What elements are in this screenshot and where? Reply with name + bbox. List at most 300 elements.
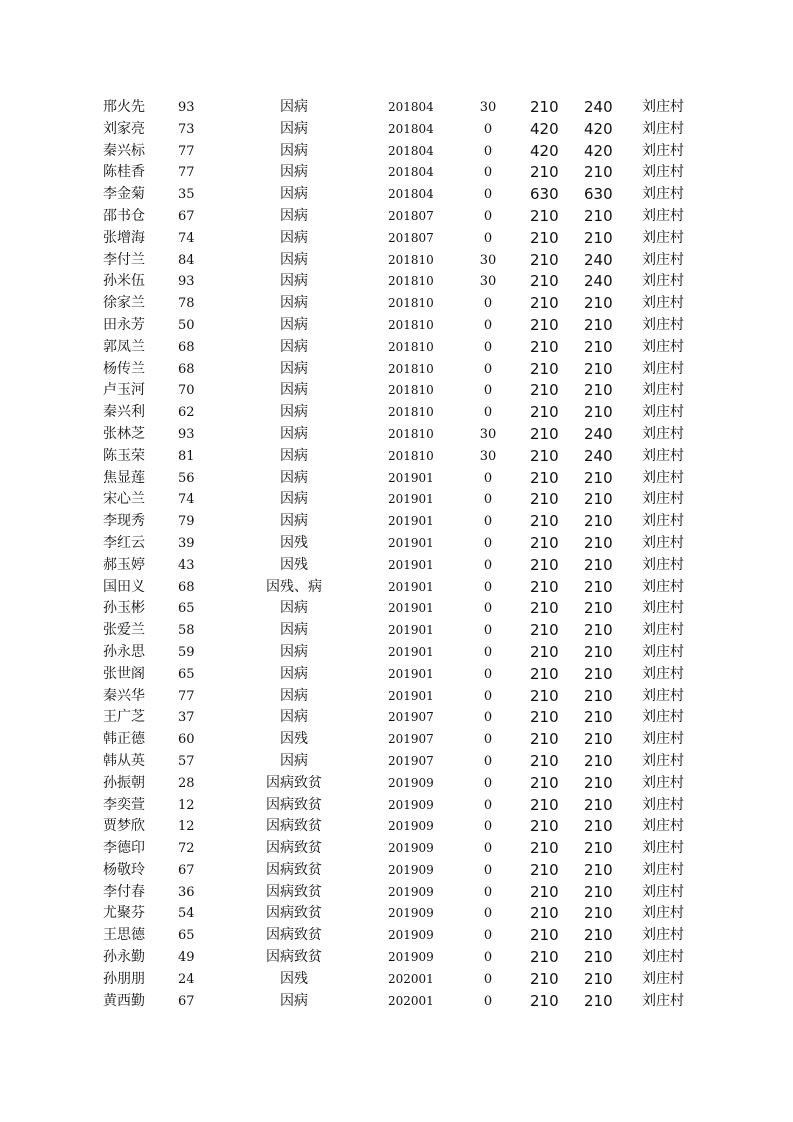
total-amount-cell: 240 [584, 446, 613, 465]
date-cell: 201909 [388, 819, 434, 834]
person-name: 张林芝 [103, 425, 145, 442]
records-table [0, 97, 793, 1012]
base-amount-cell: 210 [530, 337, 559, 356]
total-amount-cell: 210 [584, 163, 613, 182]
person-name: 孙玉彬 [103, 600, 145, 617]
table-row [0, 555, 793, 577]
extra-amount-cell: 0 [483, 165, 493, 181]
total-amount-cell: 210 [584, 599, 613, 618]
age-cell: 57 [178, 753, 195, 769]
village-cell: 刘庄村 [642, 491, 684, 508]
reason-cell: 因病致贫 [266, 861, 322, 878]
reason-cell: 因病致贫 [266, 883, 322, 900]
age-cell: 77 [178, 143, 195, 159]
extra-amount-cell: 30 [479, 274, 497, 290]
date-cell: 201909 [388, 928, 434, 943]
base-amount-cell: 210 [530, 686, 559, 705]
extra-amount-cell: 0 [483, 317, 493, 333]
village-cell: 刘庄村 [642, 273, 684, 290]
village-cell: 刘庄村 [642, 142, 684, 159]
reason-cell: 因病 [280, 382, 308, 399]
village-cell: 刘庄村 [642, 687, 684, 704]
person-name: 孙永思 [103, 643, 145, 660]
table-row [0, 598, 793, 620]
base-amount-cell: 210 [530, 163, 559, 182]
extra-amount-cell: 0 [483, 623, 493, 639]
person-name: 郝玉婷 [103, 556, 145, 573]
reason-cell: 因病 [280, 665, 308, 682]
date-cell: 201810 [388, 383, 434, 398]
base-amount-cell: 210 [530, 577, 559, 596]
extra-amount-cell: 0 [483, 644, 493, 660]
reason-cell: 因残 [280, 534, 308, 551]
age-cell: 54 [178, 906, 195, 922]
village-cell: 刘庄村 [642, 513, 684, 530]
extra-amount-cell: 0 [483, 361, 493, 377]
total-amount-cell: 420 [584, 141, 613, 160]
total-amount-cell: 420 [584, 119, 613, 138]
village-cell: 刘庄村 [642, 120, 684, 137]
table-row [0, 380, 793, 402]
age-cell: 60 [178, 732, 195, 748]
base-amount-cell: 210 [530, 839, 559, 858]
age-cell: 36 [178, 884, 195, 900]
village-cell: 刘庄村 [642, 295, 684, 312]
reason-cell: 因残 [280, 556, 308, 573]
reason-cell: 因病 [280, 752, 308, 769]
age-cell: 50 [178, 317, 195, 333]
village-cell: 刘庄村 [642, 600, 684, 617]
extra-amount-cell: 0 [483, 230, 493, 246]
village-cell: 刘庄村 [642, 731, 684, 748]
age-cell: 81 [178, 448, 195, 464]
reason-cell: 因病 [280, 251, 308, 268]
extra-amount-cell: 0 [483, 819, 493, 835]
table-row [0, 991, 793, 1013]
total-amount-cell: 210 [584, 359, 613, 378]
total-amount-cell: 210 [584, 730, 613, 749]
total-amount-cell: 210 [584, 206, 613, 225]
table-row [0, 511, 793, 533]
person-name: 李红云 [103, 534, 145, 551]
base-amount-cell: 210 [530, 446, 559, 465]
village-cell: 刘庄村 [642, 970, 684, 987]
person-name: 张世阁 [103, 665, 145, 682]
table-row [0, 446, 793, 468]
person-name: 王广芝 [103, 709, 145, 726]
village-cell: 刘庄村 [642, 207, 684, 224]
reason-cell: 因病 [280, 229, 308, 246]
base-amount-cell: 210 [530, 730, 559, 749]
village-cell: 刘庄村 [642, 643, 684, 660]
table-row [0, 162, 793, 184]
village-cell: 刘庄村 [642, 709, 684, 726]
person-name: 李奕萱 [103, 796, 145, 813]
village-cell: 刘庄村 [642, 752, 684, 769]
village-cell: 刘庄村 [642, 949, 684, 966]
date-cell: 201909 [388, 906, 434, 921]
table-row [0, 533, 793, 555]
age-cell: 70 [178, 383, 195, 399]
date-cell: 201901 [388, 666, 434, 681]
age-cell: 65 [178, 928, 195, 944]
date-cell: 201804 [388, 165, 434, 180]
reason-cell: 因病 [280, 622, 308, 639]
village-cell: 刘庄村 [642, 883, 684, 900]
base-amount-cell: 210 [530, 948, 559, 967]
person-name: 国田义 [103, 578, 145, 595]
age-cell: 67 [178, 862, 195, 878]
table-row [0, 119, 793, 141]
total-amount-cell: 210 [584, 860, 613, 879]
table-row [0, 751, 793, 773]
base-amount-cell: 210 [530, 860, 559, 879]
date-cell: 201810 [388, 339, 434, 354]
extra-amount-cell: 0 [483, 666, 493, 682]
village-cell: 刘庄村 [642, 905, 684, 922]
age-cell: 67 [178, 993, 195, 1009]
reason-cell: 因病 [280, 469, 308, 486]
reason-cell: 因病 [280, 600, 308, 617]
village-cell: 刘庄村 [642, 774, 684, 791]
table-row [0, 795, 793, 817]
date-cell: 201909 [388, 950, 434, 965]
person-name: 秦兴利 [103, 404, 145, 421]
age-cell: 59 [178, 644, 195, 660]
base-amount-cell: 210 [530, 882, 559, 901]
person-name: 孙振朝 [103, 774, 145, 791]
date-cell: 201909 [388, 797, 434, 812]
table-row [0, 925, 793, 947]
date-cell: 201909 [388, 775, 434, 790]
table-row [0, 969, 793, 991]
extra-amount-cell: 0 [483, 535, 493, 551]
date-cell: 201810 [388, 405, 434, 420]
extra-amount-cell: 0 [483, 121, 493, 137]
extra-amount-cell: 0 [483, 208, 493, 224]
extra-amount-cell: 0 [483, 710, 493, 726]
person-name: 李现秀 [103, 513, 145, 530]
base-amount-cell: 210 [530, 272, 559, 291]
total-amount-cell: 240 [584, 250, 613, 269]
village-cell: 刘庄村 [642, 840, 684, 857]
table-row [0, 141, 793, 163]
extra-amount-cell: 0 [483, 971, 493, 987]
reason-cell: 因病致贫 [266, 927, 322, 944]
reason-cell: 因病 [280, 643, 308, 660]
base-amount-cell: 420 [530, 141, 559, 160]
person-name: 邢火先 [103, 99, 145, 115]
base-amount-cell: 210 [530, 599, 559, 618]
age-cell: 77 [178, 165, 195, 181]
village-cell: 刘庄村 [642, 992, 684, 1009]
total-amount-cell: 240 [584, 98, 613, 116]
base-amount-cell: 210 [530, 664, 559, 683]
age-cell: 43 [178, 557, 195, 573]
table-row [0, 577, 793, 599]
extra-amount-cell: 0 [483, 928, 493, 944]
date-cell: 201909 [388, 884, 434, 899]
person-name: 孙米伍 [103, 273, 145, 290]
reason-cell: 因病 [280, 316, 308, 333]
table-row [0, 620, 793, 642]
person-name: 郭凤兰 [103, 338, 145, 355]
extra-amount-cell: 0 [483, 775, 493, 791]
table-row [0, 250, 793, 272]
base-amount-cell: 210 [530, 991, 559, 1010]
base-amount-cell: 210 [530, 751, 559, 770]
reason-cell: 因病 [280, 425, 308, 442]
extra-amount-cell: 30 [479, 448, 497, 464]
extra-amount-cell: 0 [483, 143, 493, 159]
village-cell: 刘庄村 [642, 251, 684, 268]
reason-cell: 因残 [280, 731, 308, 748]
person-name: 陈玉荣 [103, 447, 145, 464]
base-amount-cell: 210 [530, 98, 559, 116]
person-name: 杨敬玲 [103, 861, 145, 878]
age-cell: 93 [178, 426, 195, 442]
age-cell: 58 [178, 623, 195, 639]
village-cell: 刘庄村 [642, 818, 684, 835]
reason-cell: 因病 [280, 513, 308, 530]
person-name: 韩正德 [103, 731, 145, 748]
village-cell: 刘庄村 [642, 665, 684, 682]
base-amount-cell: 210 [530, 642, 559, 661]
reason-cell: 因病致贫 [266, 818, 322, 835]
reason-cell: 因病 [280, 142, 308, 159]
date-cell: 201901 [388, 623, 434, 638]
reason-cell: 因病致贫 [266, 905, 322, 922]
base-amount-cell: 210 [530, 969, 559, 988]
extra-amount-cell: 0 [483, 841, 493, 857]
person-name: 李付兰 [103, 251, 145, 268]
village-cell: 刘庄村 [642, 425, 684, 442]
date-cell: 201901 [388, 688, 434, 703]
age-cell: 62 [178, 405, 195, 421]
total-amount-cell: 210 [584, 948, 613, 967]
reason-cell: 因病 [280, 186, 308, 203]
total-amount-cell: 240 [584, 272, 613, 291]
person-name: 黄西勤 [103, 992, 145, 1009]
reason-cell: 因病致贫 [266, 949, 322, 966]
village-cell: 刘庄村 [642, 796, 684, 813]
reason-cell: 因残 [280, 970, 308, 987]
reason-cell: 因病 [280, 992, 308, 1009]
reason-cell: 因病致贫 [266, 796, 322, 813]
total-amount-cell: 210 [584, 337, 613, 356]
reason-cell: 因病 [280, 295, 308, 312]
village-cell: 刘庄村 [642, 404, 684, 421]
table-row [0, 468, 793, 490]
table-row [0, 97, 793, 119]
age-cell: 49 [178, 950, 195, 966]
person-name: 宋心兰 [103, 491, 145, 508]
total-amount-cell: 240 [584, 424, 613, 443]
total-amount-cell: 210 [584, 795, 613, 814]
total-amount-cell: 210 [584, 512, 613, 531]
age-cell: 84 [178, 252, 195, 268]
person-name: 焦显莲 [103, 469, 145, 486]
reason-cell: 因病 [280, 491, 308, 508]
village-cell: 刘庄村 [642, 99, 684, 115]
total-amount-cell: 210 [584, 773, 613, 792]
age-cell: 68 [178, 339, 195, 355]
age-cell: 73 [178, 121, 195, 137]
age-cell: 35 [178, 187, 195, 203]
total-amount-cell: 210 [584, 708, 613, 727]
reason-cell: 因病致贫 [266, 774, 322, 791]
village-cell: 刘庄村 [642, 534, 684, 551]
base-amount-cell: 210 [530, 206, 559, 225]
base-amount-cell: 210 [530, 512, 559, 531]
date-cell: 201901 [388, 514, 434, 529]
date-cell: 201810 [388, 426, 434, 441]
village-cell: 刘庄村 [642, 229, 684, 246]
age-cell: 56 [178, 470, 195, 486]
age-cell: 74 [178, 492, 195, 508]
extra-amount-cell: 0 [483, 688, 493, 704]
age-cell: 72 [178, 841, 195, 857]
date-cell: 201907 [388, 710, 434, 725]
table-row [0, 359, 793, 381]
table-row [0, 686, 793, 708]
table-row [0, 315, 793, 337]
total-amount-cell: 210 [584, 577, 613, 596]
total-amount-cell: 210 [584, 686, 613, 705]
base-amount-cell: 210 [530, 555, 559, 574]
table-row [0, 664, 793, 686]
person-name: 李德印 [103, 840, 145, 857]
extra-amount-cell: 0 [483, 950, 493, 966]
total-amount-cell: 210 [584, 315, 613, 334]
date-cell: 201901 [388, 644, 434, 659]
date-cell: 201901 [388, 557, 434, 572]
extra-amount-cell: 0 [483, 601, 493, 617]
age-cell: 77 [178, 688, 195, 704]
base-amount-cell: 210 [530, 533, 559, 552]
person-name: 杨传兰 [103, 360, 145, 377]
base-amount-cell: 210 [530, 708, 559, 727]
person-name: 韩从英 [103, 752, 145, 769]
village-cell: 刘庄村 [642, 360, 684, 377]
age-cell: 68 [178, 361, 195, 377]
table-row [0, 729, 793, 751]
date-cell: 201901 [388, 579, 434, 594]
table-row [0, 903, 793, 925]
reason-cell: 因病 [280, 404, 308, 421]
base-amount-cell: 210 [530, 315, 559, 334]
total-amount-cell: 210 [584, 969, 613, 988]
table-row [0, 424, 793, 446]
reason-cell: 因病 [280, 447, 308, 464]
table-row [0, 838, 793, 860]
table-row [0, 228, 793, 250]
table-row [0, 773, 793, 795]
age-cell: 37 [178, 710, 195, 726]
person-name: 张增海 [103, 229, 145, 246]
village-cell: 刘庄村 [642, 382, 684, 399]
extra-amount-cell: 0 [483, 492, 493, 508]
total-amount-cell: 210 [584, 490, 613, 509]
date-cell: 201907 [388, 753, 434, 768]
extra-amount-cell: 0 [483, 797, 493, 813]
village-cell: 刘庄村 [642, 927, 684, 944]
date-cell: 201810 [388, 448, 434, 463]
person-name: 刘家亮 [103, 120, 145, 137]
person-name: 李金菊 [103, 186, 145, 203]
village-cell: 刘庄村 [642, 316, 684, 333]
date-cell: 201810 [388, 361, 434, 376]
total-amount-cell: 210 [584, 926, 613, 945]
date-cell: 202001 [388, 971, 434, 986]
date-cell: 201901 [388, 535, 434, 550]
extra-amount-cell: 0 [483, 884, 493, 900]
village-cell: 刘庄村 [642, 469, 684, 486]
village-cell: 刘庄村 [642, 164, 684, 181]
extra-amount-cell: 0 [483, 405, 493, 421]
base-amount-cell: 210 [530, 228, 559, 247]
total-amount-cell: 210 [584, 882, 613, 901]
base-amount-cell: 210 [530, 621, 559, 640]
date-cell: 201901 [388, 601, 434, 616]
date-cell: 201807 [388, 208, 434, 223]
person-name: 尤聚芬 [103, 905, 145, 922]
base-amount-cell: 210 [530, 795, 559, 814]
total-amount-cell: 210 [584, 664, 613, 683]
age-cell: 67 [178, 208, 195, 224]
reason-cell: 因病 [280, 120, 308, 137]
table-row [0, 184, 793, 206]
village-cell: 刘庄村 [642, 338, 684, 355]
reason-cell: 因病 [280, 273, 308, 290]
extra-amount-cell: 0 [483, 514, 493, 530]
total-amount-cell: 210 [584, 468, 613, 487]
base-amount-cell: 210 [530, 403, 559, 422]
total-amount-cell: 210 [584, 294, 613, 313]
village-cell: 刘庄村 [642, 861, 684, 878]
base-amount-cell: 210 [530, 904, 559, 923]
date-cell: 201804 [388, 187, 434, 202]
base-amount-cell: 210 [530, 817, 559, 836]
village-cell: 刘庄村 [642, 186, 684, 203]
reason-cell: 因病 [280, 207, 308, 224]
age-cell: 12 [178, 819, 195, 835]
age-cell: 24 [178, 971, 195, 987]
person-name: 孙永勤 [103, 949, 145, 966]
table-row [0, 206, 793, 228]
extra-amount-cell: 0 [483, 862, 493, 878]
age-cell: 65 [178, 666, 195, 682]
date-cell: 201901 [388, 470, 434, 485]
base-amount-cell: 210 [530, 359, 559, 378]
extra-amount-cell: 0 [483, 993, 493, 1009]
table-row [0, 489, 793, 511]
date-cell: 201909 [388, 862, 434, 877]
date-cell: 201810 [388, 252, 434, 267]
table-row [0, 816, 793, 838]
person-name: 孙朋朋 [103, 970, 145, 987]
person-name: 田永芳 [103, 316, 145, 333]
age-cell: 93 [178, 274, 195, 290]
age-cell: 74 [178, 230, 195, 246]
reason-cell: 因病 [280, 99, 308, 115]
age-cell: 79 [178, 514, 195, 530]
reason-cell: 因病 [280, 687, 308, 704]
base-amount-cell: 630 [530, 185, 559, 204]
date-cell: 201810 [388, 296, 434, 311]
extra-amount-cell: 30 [479, 100, 497, 115]
base-amount-cell: 210 [530, 490, 559, 509]
